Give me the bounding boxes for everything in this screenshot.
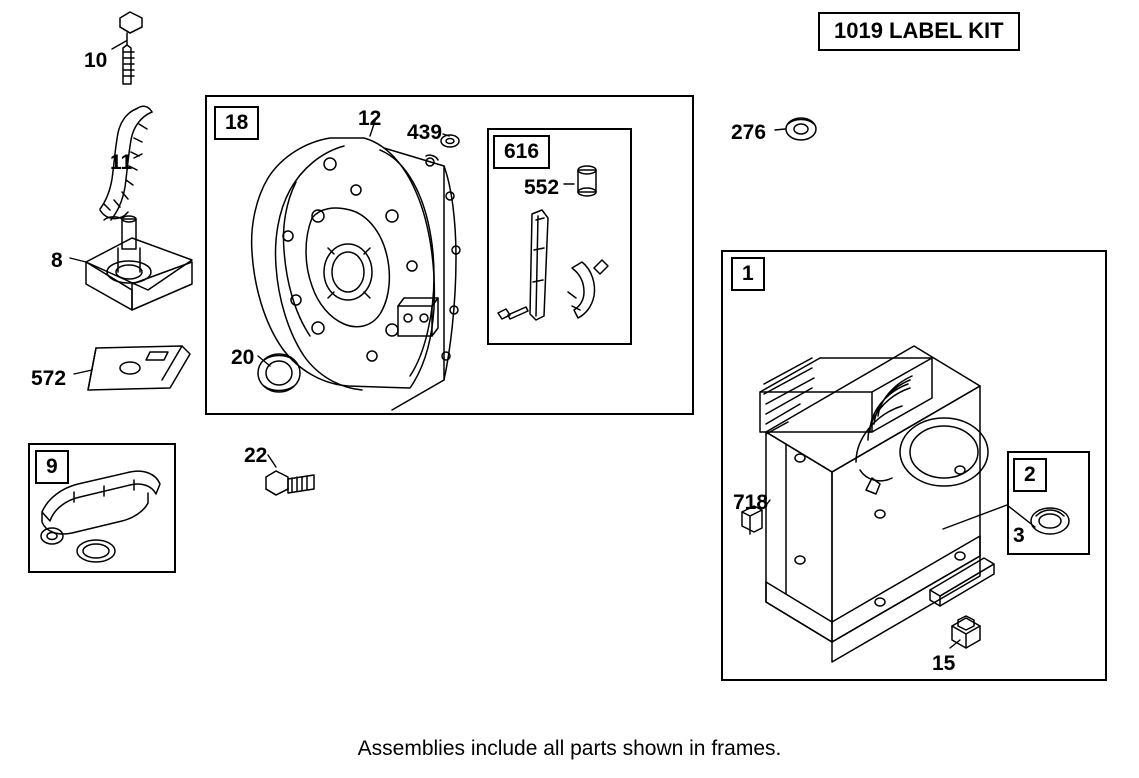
callout-15: 15 (932, 652, 956, 675)
frame-label-616: 616 (493, 135, 550, 169)
frame-label-2: 2 (1013, 458, 1047, 492)
callout-552: 552 (524, 176, 560, 199)
art-cover-8 (86, 216, 192, 310)
callout-572: 572 (31, 367, 67, 390)
callout-8: 8 (51, 249, 63, 272)
callout-11: 11 (110, 151, 133, 174)
label-kit-title: 1019 LABEL KIT (818, 12, 1020, 51)
art-bolt-22 (266, 471, 314, 495)
callout-3: 3 (1013, 524, 1025, 547)
callout-22: 22 (244, 444, 268, 467)
frame-label-18: 18 (214, 106, 259, 140)
callout-12: 12 (358, 107, 382, 130)
footer-note: Assemblies include all parts shown in frames. (357, 737, 782, 760)
art-bolt-10 (120, 12, 142, 84)
callout-718: 718 (733, 491, 769, 514)
callout-10: 10 (84, 49, 108, 72)
callout-276: 276 (731, 121, 767, 144)
callout-20: 20 (231, 346, 255, 369)
art-plate-572 (88, 346, 190, 390)
callout-439: 439 (407, 121, 443, 144)
frame-label-1: 1 (731, 257, 765, 291)
art-washer-276 (786, 118, 816, 140)
frame-label-9: 9 (35, 450, 69, 484)
